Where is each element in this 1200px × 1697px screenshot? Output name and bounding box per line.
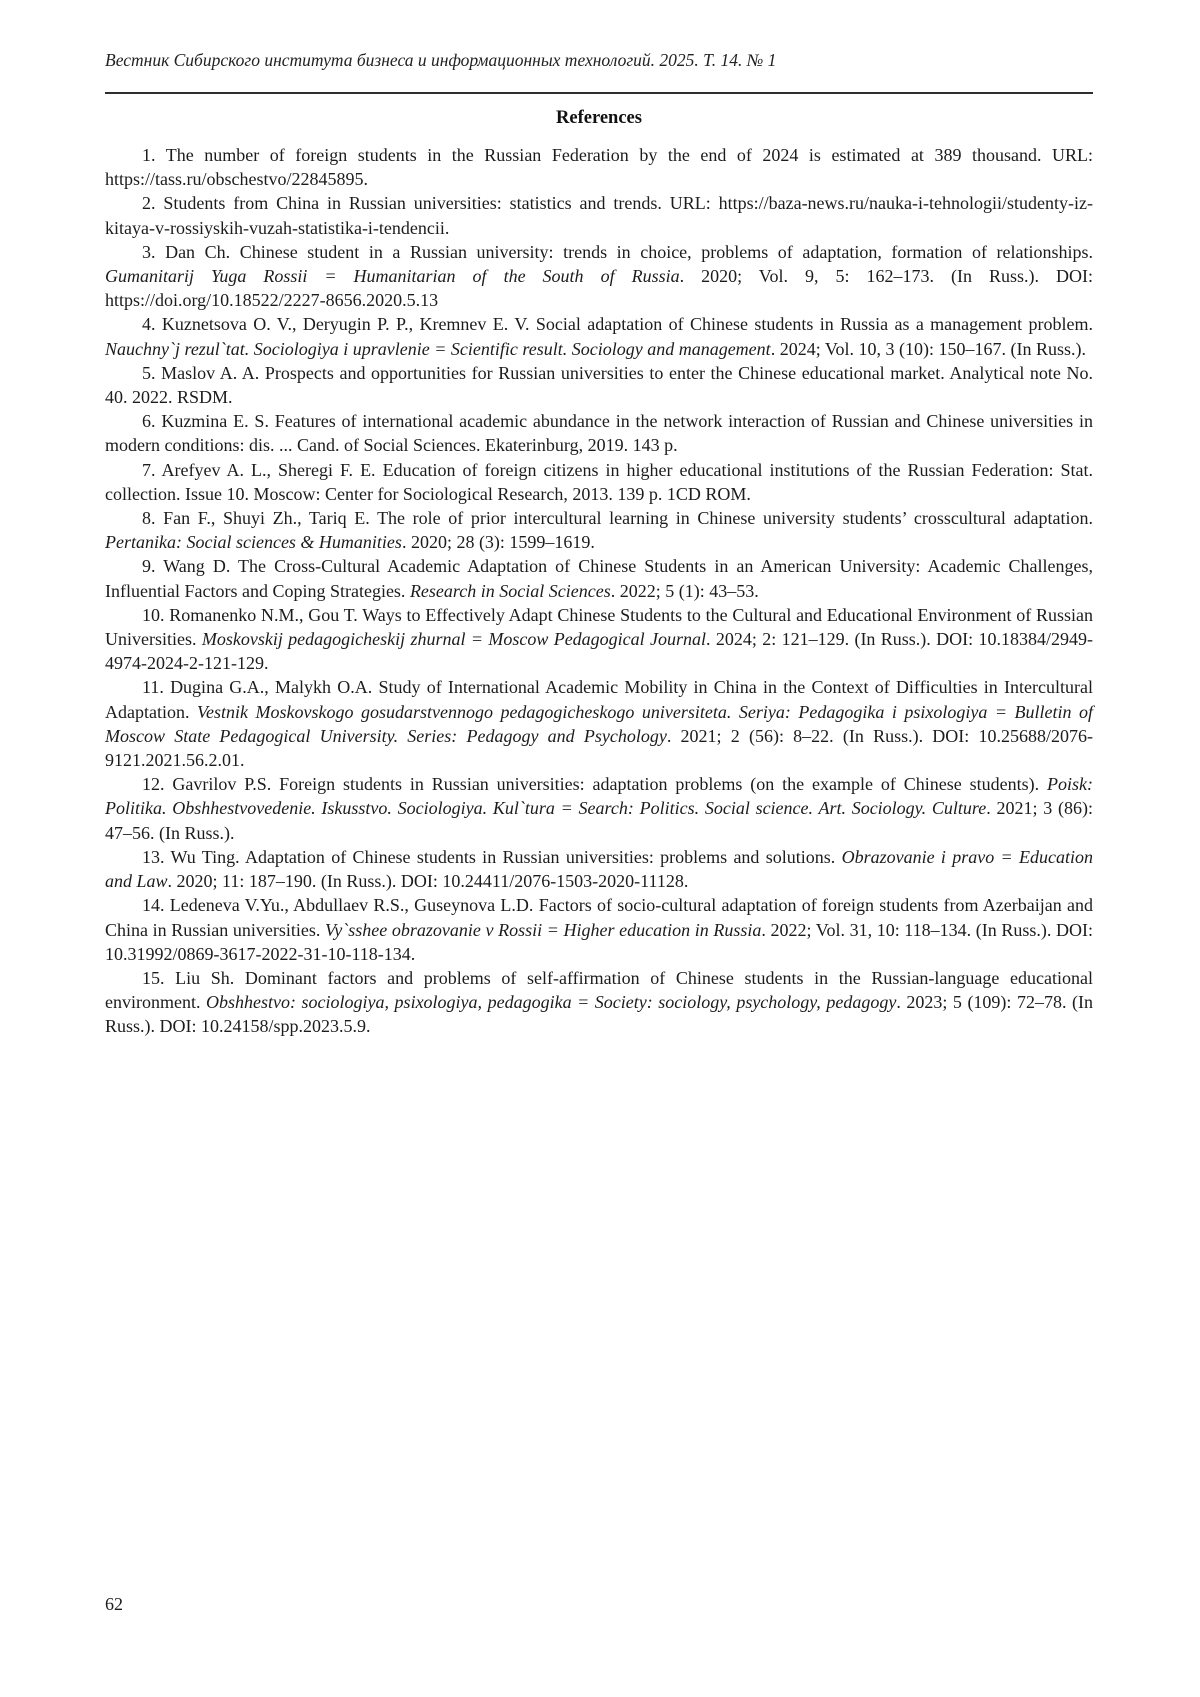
reference-text: . 2021; 3 (86): 47–56. (In Russ.). bbox=[105, 798, 1093, 843]
reference-journal-title: Pertanika: Social sciences & Humanities bbox=[105, 532, 402, 553]
reference-journal-title: Nauchny`j rezul`tat. Sociologiya i upravlenie = Scientific result. Sociology and management bbox=[105, 338, 771, 359]
reference-text: 3. Dan Ch. Chinese student in a Russian university: trends in choice, problems of adaptation, formation of relationships. bbox=[142, 241, 1093, 262]
reference-text: . 2020; Vol. 9, 5: 162–173. (In Russ.). DOI: https://doi.org/10.18522/2227-8656.2020.5.13 bbox=[105, 266, 1093, 311]
reference-item bbox=[105, 458, 1093, 506]
reference-item bbox=[105, 554, 1093, 602]
reference-journal-title: Vy`sshee obrazovanie v Rossii = Higher education in Russia bbox=[324, 919, 762, 940]
header-rule bbox=[105, 92, 1093, 94]
reference-item bbox=[105, 361, 1093, 409]
reference-item bbox=[105, 675, 1093, 772]
reference-item bbox=[105, 966, 1093, 1039]
page-number: 62 bbox=[105, 1594, 123, 1614]
reference-journal-title: Research in Social Sciences bbox=[409, 580, 611, 601]
reference-text: 7. Arefyev A. L., Sheregi F. E. Education of foreign citizens in higher educational institutions of the Russian Federation: Stat. collection. Issue 10. Moscow: Center for Sociological Research, 2013. 139 p. 1CD ROM. bbox=[105, 459, 1093, 504]
reference-item bbox=[105, 506, 1093, 554]
reference-text: 5. Maslov A. A. Prospects and opportunities for Russian universities to enter the Chinese educational market. Analytical note No. 40. 2022. RSDM. bbox=[105, 362, 1093, 408]
reference-text: 9. Wang D. The Cross-Cultural Academic Adaptation of Chinese Students in an American University: Academic Challenges, Influential Factors and Coping Strategies. bbox=[105, 556, 1093, 601]
reference-item bbox=[105, 143, 1093, 191]
reference-item bbox=[105, 409, 1093, 457]
reference-journal-title: Vestnik Moskovskogo gosudarstvennogo pedagogicheskogo universiteta. Seriya: Pedagogika i psixologiya = Bulletin of Moscow State Pedagogical University. Series: Pedagogy and Psychology bbox=[105, 701, 1093, 746]
reference-text: . 2021; 2 (56): 8–22. (In Russ.). DOI: 10.25688/2076-9121.2021.56.2.01. bbox=[105, 725, 1093, 771]
reference-journal-title: Obrazovanie i pravo = Education and Law bbox=[105, 846, 1093, 892]
reference-journal-title: Obshhestvo: sociologiya, psixologiya, pedagogika = Society: sociology, psychology, pedagogy bbox=[206, 992, 897, 1013]
reference-journal-title: Poisk: Politika. Obshhestvovedenie. Iskusstvo. Sociologiya. Kul`tura = Search: Politics. Social science. Art. Sociology. Culture bbox=[105, 774, 1093, 819]
references-list bbox=[105, 143, 1093, 1039]
reference-text: . 2024; Vol. 10, 3 (10): 150–167. (In Russ.). bbox=[770, 338, 1087, 359]
reference-text: . 2022; 5 (1): 43–53. bbox=[610, 580, 759, 601]
reference-text: 15. Liu Sh. Dominant factors and problems of self-affirmation of Chinese students in the Russian-language educational environment. bbox=[105, 967, 1093, 1013]
journal-running-header: Вестник Сибирского института бизнеса и информационных технологий. 2025. Т. 14. № 1 bbox=[105, 50, 777, 70]
reference-item bbox=[105, 893, 1093, 966]
reference-text: 4. Kuznetsova O. V., Deryugin P. P., Kremnev E. V. Social adaptation of Chinese students in Russia as a management problem. bbox=[142, 314, 1093, 335]
reference-text: 1. The number of foreign students in the Russian Federation by the end of 2024 is estimated at 389 thousand. URL: https://tass.ru/obschestvo/22845895. bbox=[105, 145, 1093, 190]
reference-text: 2. Students from China in Russian universities: statistics and trends. URL: https://baza-news.ru/nauka-i-tehnologii/studenty-iz-kitaya-v-rossiyskih-vuzah-statistika-i-tendencii. bbox=[105, 193, 1093, 238]
reference-journal-title: Moskovskij pedagogicheskij zhurnal = Moscow Pedagogical Journal bbox=[201, 629, 707, 650]
reference-text: . 2023; 5 (109): 72–78. (In Russ.). DOI: 10.24158/spp.2023.5.9. bbox=[105, 992, 1093, 1037]
reference-text: . 2020; 28 (3): 1599–1619. bbox=[401, 532, 595, 553]
reference-text: 12. Gavrilov P.S. Foreign students in Russian universities: adaptation problems (on the example of Chinese students). bbox=[142, 774, 1048, 795]
reference-text: 14. Ledeneva V.Yu., Abdullaev R.S., Guseynova L.D. Factors of socio-cultural adaptation of foreign students from Azerbaijan and China in Russian universities. bbox=[105, 895, 1093, 940]
reference-journal-title: Gumanitarij Yuga Rossii = Humanitarian of the South of Russia bbox=[105, 266, 680, 287]
reference-text: 13. Wu Ting. Adaptation of Chinese students in Russian universities: problems and solutions. bbox=[142, 846, 842, 867]
reference-text: 11. Dugina G.A., Malykh O.A. Study of International Academic Mobility in China in the Context of Difficulties in Intercultural Adaptation. bbox=[105, 677, 1093, 722]
reference-item bbox=[105, 240, 1093, 313]
reference-text: 10. Romanenko N.M., Gou T. Ways to Effectively Adapt Chinese Students to the Cultural and Educational Environment of Russian Universities. bbox=[105, 604, 1093, 650]
reference-text: . 2022; Vol. 31, 10: 118–134. (In Russ.). DOI: 10.31992/0869-3617-2022-31-10-118-134. bbox=[105, 919, 1093, 964]
reference-text: . 2024; 2: 121–129. (In Russ.). DOI: 10.18384/2949-4974-2024-2-121-129. bbox=[105, 629, 1093, 674]
reference-item bbox=[105, 845, 1093, 893]
page-content bbox=[105, 48, 1093, 1039]
reference-item bbox=[105, 772, 1093, 845]
reference-item bbox=[105, 603, 1093, 676]
reference-text: . 2020; 11: 187–190. (In Russ.). DOI: 10.24411/2076-1503-2020-11128. bbox=[167, 871, 689, 892]
reference-text: 6. Kuzmina E. S. Features of international academic abundance in the network interaction of Russian and Chinese universities in modern conditions: dis. ... Cand. of Social Sciences. Ekaterinburg, 2019. 143 p. bbox=[105, 411, 1093, 456]
reference-item bbox=[105, 312, 1093, 360]
reference-text: 8. Fan F., Shuyi Zh., Tariq E. The role of prior intercultural learning in Chinese university students’ crosscultural adaptation. bbox=[142, 508, 1093, 529]
reference-item bbox=[105, 191, 1093, 239]
references-section-title: References bbox=[556, 108, 642, 128]
